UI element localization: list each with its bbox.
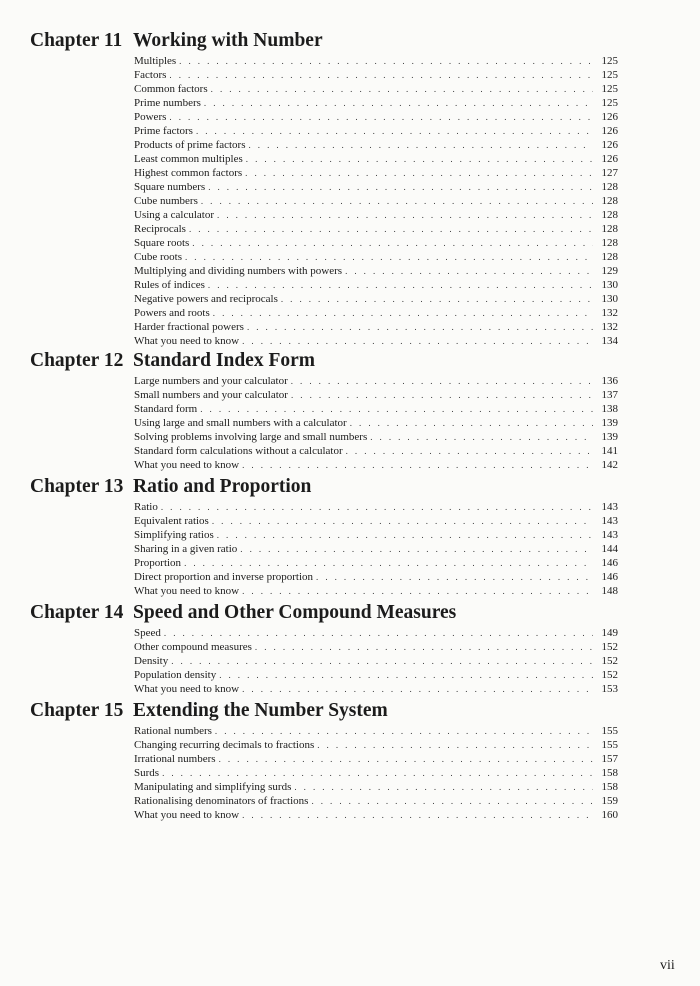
entry-page-number: 158 [601,781,618,793]
dot-leader [169,110,593,124]
entry-title: Powers [134,111,167,123]
contents-entry [134,500,618,514]
dot-leader [294,780,593,794]
chapter-title: Speed and Other Compound Measures [133,602,457,623]
entry-page-number: 125 [601,69,618,81]
contents-entry [134,752,618,766]
dot-leader [184,556,593,570]
entry-page-number: 146 [601,571,618,583]
chapter-number: Chapter 11 [30,30,123,51]
entry-title: Reciprocals [134,223,186,235]
contents-entry [134,808,618,822]
dot-leader [242,584,593,598]
dot-leader [242,458,593,472]
entry-page-number: 143 [601,501,618,513]
dot-leader [201,194,593,208]
contents-entry [134,166,618,180]
dot-leader [246,152,593,166]
contents-entry [134,292,618,306]
entry-title: Square roots [134,237,190,249]
page-number: vii [660,958,675,973]
contents-entry [134,724,618,738]
entry-title: Other compound measures [134,641,252,653]
dot-leader [204,96,593,110]
entry-page-number: 136 [601,375,618,387]
dot-leader [219,668,593,682]
entry-page-number: 126 [601,125,618,137]
contents-entry [134,82,618,96]
entry-page-number: 143 [601,529,618,541]
dot-leader [162,766,593,780]
contents-entry [134,334,618,348]
contents-entry [134,180,618,194]
entry-page-number: 137 [601,389,618,401]
entry-page-number: 126 [601,153,618,165]
entry-page-number: 159 [601,795,618,807]
dot-leader [192,236,593,250]
entry-page-number: 129 [601,265,618,277]
entry-title: Standard form [134,403,198,415]
contents-entry [134,682,618,696]
contents-entry-list [134,626,618,696]
chapter-section [0,700,700,821]
contents-entry [134,640,618,654]
dot-leader [213,306,593,320]
contents-entry [134,402,618,416]
dot-leader [247,320,593,334]
chapter-section [0,602,700,695]
entry-page-number: 126 [601,139,618,151]
dot-leader [208,278,593,292]
entry-title: Speed [134,627,161,639]
contents-entry [134,556,618,570]
entry-title: Prime numbers [134,97,201,109]
entry-page-number: 128 [601,181,618,193]
entry-page-number: 155 [601,725,618,737]
contents-entry [134,542,618,556]
contents-entry [134,584,618,598]
dot-leader [200,402,593,416]
dot-leader [189,222,593,236]
entry-title: What you need to know [134,683,240,695]
entry-page-number: 138 [601,403,618,415]
chapter-heading [0,602,700,628]
dot-leader [208,180,593,194]
dot-leader [370,430,593,444]
chapter-section [0,350,700,471]
entry-title: What you need to know [134,335,240,347]
contents-entry [134,54,618,68]
entry-title: Multiples [134,55,177,67]
contents-entry [134,208,618,222]
contents-entry [134,794,618,808]
entry-page-number: 146 [601,557,618,569]
dot-leader [242,682,593,696]
entry-title: Solving problems involving large and small numbers [134,431,368,443]
dot-leader [291,388,593,402]
entry-title: Using large and small numbers with a calculator [134,417,347,429]
entry-page-number: 152 [601,669,618,681]
entry-page-number: 160 [601,809,618,821]
entry-page-number: 134 [601,335,618,347]
contents-entry [134,444,618,458]
dot-leader [350,416,593,430]
dot-leader [311,794,593,808]
entry-title: Small numbers and your calculator [134,389,288,401]
entry-title: Standard form calculations without a calculator [134,445,343,457]
entry-title: Cube roots [134,251,182,263]
entry-title: Square numbers [134,181,206,193]
entry-page-number: 155 [601,739,618,751]
contents-entry-list [134,374,618,472]
entry-title: What you need to know [134,585,240,597]
contents-entry [134,570,618,584]
entry-page-number: 127 [601,167,618,179]
entry-title: Surds [134,767,160,779]
entry-page-number: 158 [601,767,618,779]
entry-title: Harder fractional powers [134,321,244,333]
contents-entry-list [134,54,618,348]
entry-page-number: 128 [601,195,618,207]
chapter-heading [0,700,700,726]
contents-entry [134,458,618,472]
contents-entry [134,124,618,138]
entry-title: Simplifying ratios [134,529,214,541]
entry-title: Proportion [134,557,182,569]
contents-entry [134,264,618,278]
entry-title: Irrational numbers [134,753,216,765]
dot-leader [242,334,593,348]
chapter-section [0,476,700,597]
dot-leader [185,250,593,264]
entry-page-number: 128 [601,223,618,235]
dot-leader [217,208,593,222]
entry-title: Equivalent ratios [134,515,209,527]
dot-leader [215,724,593,738]
dot-leader [212,514,593,528]
contents-entry [134,528,618,542]
entry-page-number: 157 [601,753,618,765]
contents-entry [134,194,618,208]
entry-page-number: 139 [601,431,618,443]
entry-title: Manipulating and simplifying surds [134,781,292,793]
contents-entry [134,278,618,292]
entry-title: Changing recurring decimals to fractions [134,739,315,751]
dot-leader [196,124,593,138]
dot-leader [179,54,593,68]
contents-entry [134,766,618,780]
entry-title: Common factors [134,83,208,95]
entry-page-number: 144 [601,543,618,555]
contents-entry [134,374,618,388]
contents-entry [134,250,618,264]
entry-title: Least common multiples [134,153,243,165]
contents-entry [134,110,618,124]
contents-entry [134,236,618,250]
chapter-heading [0,30,700,56]
dot-leader [164,626,593,640]
contents-entry [134,388,618,402]
contents-entry [134,320,618,334]
entry-title: Cube numbers [134,195,198,207]
contents-entry [134,222,618,236]
entry-page-number: 125 [601,83,618,95]
dot-leader [345,264,593,278]
chapter-number: Chapter 13 [30,476,124,497]
chapter-heading [0,476,700,502]
contents-entry [134,514,618,528]
dot-leader [219,752,593,766]
entry-title: Rationalising denominators of fractions [134,795,309,807]
entry-title: Factors [134,69,167,81]
contents-entry-list [134,724,618,822]
entry-title: Rational numbers [134,725,212,737]
entry-page-number: 149 [601,627,618,639]
entry-title: Powers and roots [134,307,210,319]
chapter-heading [0,350,700,376]
chapter-number: Chapter 12 [30,350,124,371]
contents-entry [134,96,618,110]
entry-page-number: 148 [601,585,618,597]
chapter-number: Chapter 15 [30,700,124,721]
entry-title: Products of prime factors [134,139,246,151]
dot-leader [217,528,593,542]
entry-page-number: 153 [601,683,618,695]
dot-leader [281,292,593,306]
chapter-title: Working with Number [133,30,323,51]
entry-page-number: 152 [601,641,618,653]
dot-leader [316,570,593,584]
contents-entry [134,626,618,640]
dot-leader [240,542,593,556]
chapter-title: Extending the Number System [133,700,388,721]
entry-page-number: 132 [601,321,618,333]
contents-entry [134,780,618,794]
entry-page-number: 130 [601,293,618,305]
entry-title: Density [134,655,169,667]
entry-page-number: 126 [601,111,618,123]
dot-leader [291,374,593,388]
entry-page-number: 152 [601,655,618,667]
contents-entry [134,738,618,752]
dot-leader [171,654,593,668]
entry-page-number: 128 [601,251,618,263]
dot-leader [169,68,593,82]
contents-entry [134,68,618,82]
entry-page-number: 128 [601,237,618,249]
entry-page-number: 141 [601,445,618,457]
entry-title: Sharing in a given ratio [134,543,238,555]
entry-title: Population density [134,669,217,681]
entry-page-number: 139 [601,417,618,429]
chapter-number: Chapter 14 [30,602,124,623]
contents-entry [134,654,618,668]
dot-leader [211,82,593,96]
entry-page-number: 143 [601,515,618,527]
entry-title: Ratio [134,501,158,513]
entry-title: Multiplying and dividing numbers with powers [134,265,343,277]
contents-entry [134,668,618,682]
contents-entry-list [134,500,618,598]
entry-page-number: 125 [601,97,618,109]
entry-page-number: 132 [601,307,618,319]
dot-leader [255,640,593,654]
entry-page-number: 125 [601,55,618,67]
dot-leader [249,138,594,152]
entry-page-number: 130 [601,279,618,291]
entry-title: Using a calculator [134,209,215,221]
entry-title: Prime factors [134,125,193,137]
entry-title: Direct proportion and inverse proportion [134,571,314,583]
chapter-title: Ratio and Proportion [133,476,312,497]
chapter-title: Standard Index Form [133,350,316,371]
dot-leader [161,500,593,514]
entry-title: Large numbers and your calculator [134,375,288,387]
dot-leader [317,738,593,752]
contents-entry [134,416,618,430]
contents-entry [134,138,618,152]
entry-title: What you need to know [134,459,240,471]
dot-leader [245,166,593,180]
dot-leader [346,444,593,458]
entry-page-number: 128 [601,209,618,221]
entry-title: Highest common factors [134,167,243,179]
entry-title: What you need to know [134,809,240,821]
entry-title: Negative powers and reciprocals [134,293,278,305]
chapter-section [0,30,700,347]
entry-page-number: 142 [601,459,618,471]
contents-entry [134,306,618,320]
contents-entry [134,430,618,444]
dot-leader [242,808,593,822]
entry-title: Rules of indices [134,279,205,291]
contents-entry [134,152,618,166]
